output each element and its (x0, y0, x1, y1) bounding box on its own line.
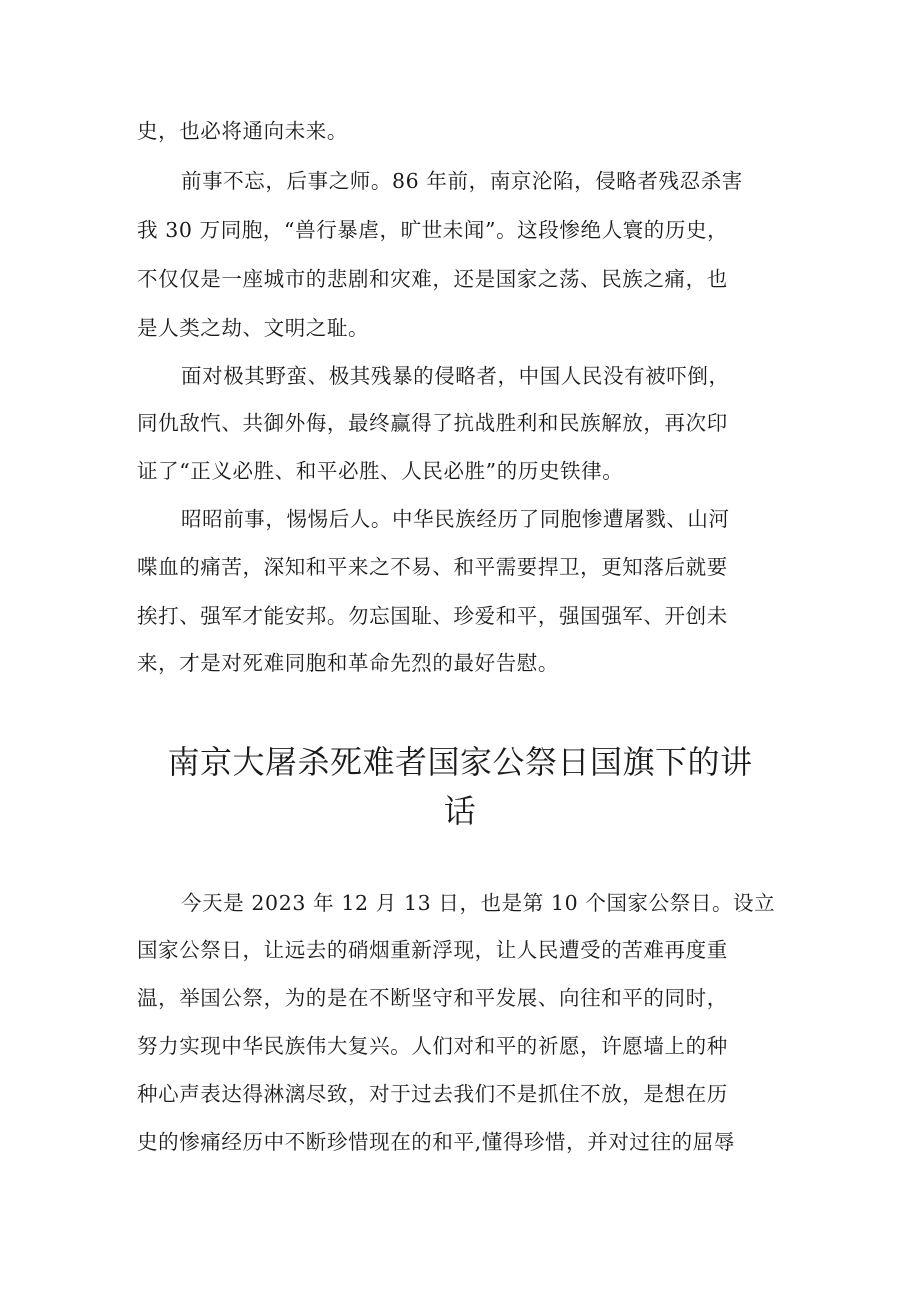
paragraph-line: 温，举国公祭，为的是在不断坚守和平发展、向往和平的同时， (137, 986, 728, 1010)
paragraph-line: 国家公祭日，让远去的硝烟重新浮现，让人民遭受的苦难再度重 (137, 938, 728, 962)
paragraph-line: 同仇敌忾、共御外侮，最终赢得了抗战胜利和民族解放，再次印 (137, 411, 728, 435)
paragraph-line: 来，才是对死难同胞和革命先烈的最好告慰。 (137, 651, 559, 675)
paragraph-line: 史，也必将通向未来。 (137, 119, 348, 143)
paragraph-line: 我 30 万同胞，“兽行暴虐，旷世未闻”。这段惨绝人寰的历史， (137, 218, 729, 242)
paragraph-line: 证了“正义必胜、和平必胜、人民必胜”的历史铁律。 (137, 459, 624, 483)
paragraph-line: 种心声表达得淋漓尽致，对于过去我们不是抓住不放，是想在历 (137, 1082, 728, 1106)
paragraph-line: 努力实现中华民族伟大复兴。人们对和平的祈愿，许愿墙上的种 (137, 1034, 728, 1058)
paragraph-line: 面对极其野蛮、极其残暴的侵略者，中国人民没有被吓倒， (181, 364, 730, 388)
paragraph-line: 昭昭前事，惕惕后人。中华民族经历了同胞惨遭屠戮、山河 (181, 507, 730, 531)
paragraph-line: 是人类之劫、文明之耻。 (137, 316, 370, 340)
paragraph-line: 史的惨痛经历中不断珍惜现在的和平,懂得珍惜，并对过往的屈辱 (137, 1130, 735, 1154)
paragraph-line: 今天是 2023 年 12 月 13 日，也是第 10 个国家公祭日。设立 (181, 891, 776, 915)
paragraph-line: 挨打、强军才能安邦。勿忘国耻、珍爱和平，强国强军、开创未 (137, 604, 728, 628)
article-title-line-2: 话 (443, 792, 477, 830)
paragraph-line: 前事不忘，后事之师。86 年前，南京沦陷，侵略者残忍杀害 (181, 169, 743, 193)
paragraph-line: 喋血的痛苦，深知和平来之不易、和平需要捍卫，更知落后就要 (137, 555, 728, 579)
paragraph-line: 不仅仅是一座城市的悲剧和灾难，还是国家之荡、民族之痛，也 (137, 267, 728, 291)
article-title-line-1: 南京大屠杀死难者国家公祭日国旗下的讲 (167, 743, 753, 781)
